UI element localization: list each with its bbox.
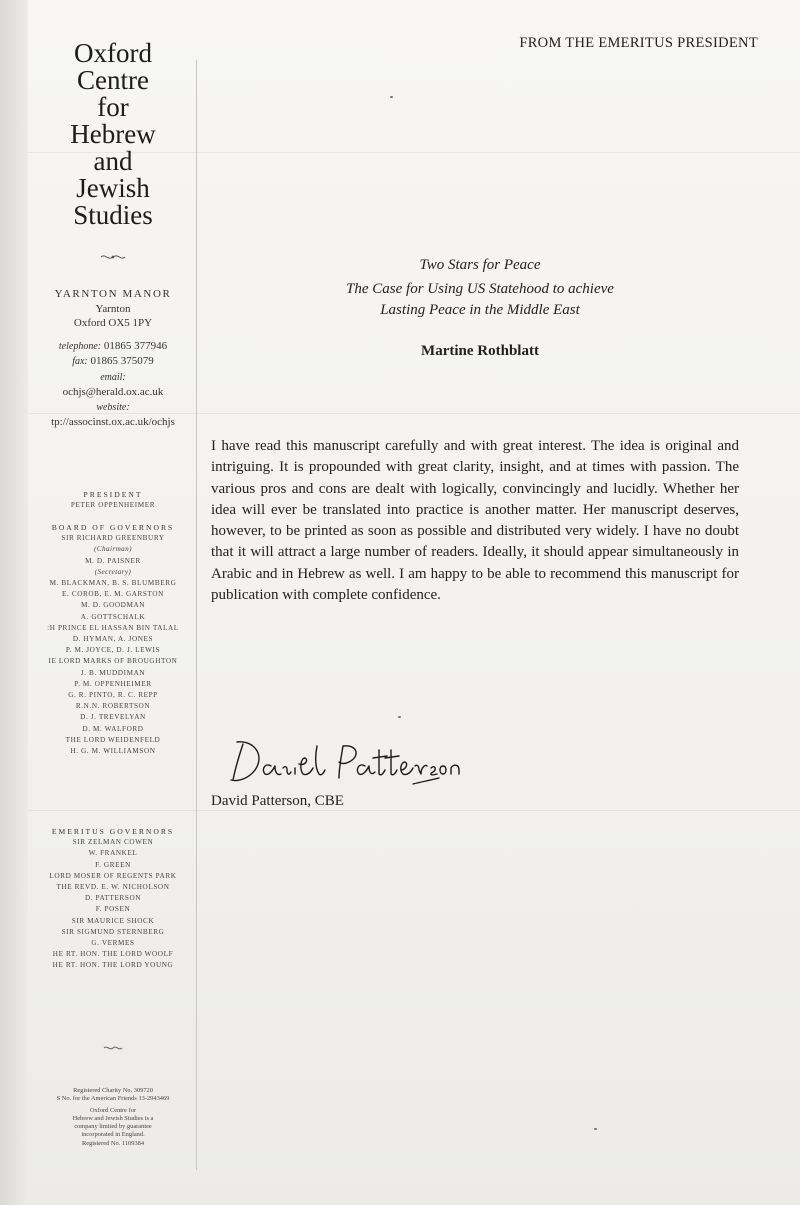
address-name: YARNTON MANOR xyxy=(54,288,172,300)
fax-number: 01865 375079 xyxy=(90,355,154,367)
website-address: tp://associnst.ox.ac.uk/ochjs xyxy=(51,416,175,428)
governor-name: M. D. GOODMAN xyxy=(80,601,146,610)
governor-name: E. COROB, E. M. GARSTON xyxy=(62,590,164,599)
emeritus-name: F. POSEN xyxy=(95,905,131,914)
address-block xyxy=(28,287,198,430)
book-subtitle-line: The Case for Using US Statehood to achieve xyxy=(346,281,614,297)
scan-speck xyxy=(390,96,393,98)
organisation-name xyxy=(28,40,198,229)
org-name-line: Oxford xyxy=(74,38,152,68)
footer-line: Registered No. 1109384 xyxy=(81,1139,145,1147)
emeritus-heading: EMERITUS GOVERNORS xyxy=(51,827,175,836)
handwritten-signature xyxy=(225,722,465,797)
governor-role: (Secretary) xyxy=(94,567,132,576)
president-heading: PRESIDENT xyxy=(83,490,143,499)
telephone-line xyxy=(28,339,198,355)
book-title-block xyxy=(210,255,750,362)
emeritus-name: HE RT. HON. THE LORD WOOLF xyxy=(52,950,174,959)
governor-name: R.N.N. ROBERTSON xyxy=(75,702,151,711)
telephone-number: 01865 377946 xyxy=(103,339,168,352)
charity-footer xyxy=(28,1087,198,1148)
governor-name: D. HYMAN, A. JONES xyxy=(72,635,154,644)
org-name-line: and xyxy=(93,146,133,176)
governor-name: G. R. PINTO, R. C. REPP xyxy=(68,691,158,700)
emeritus-name: HE RT. HON. THE LORD YOUNG xyxy=(52,961,174,970)
governor-name: M. BLACKMAN, B. S. BLUMBERG xyxy=(49,579,177,588)
emeritus-name: G. VERMES xyxy=(91,939,135,948)
emeritus-name: THE REVD. E. W. NICHOLSON xyxy=(56,883,170,892)
governor-name: A. GOTTSCHALK xyxy=(80,612,146,621)
footer-line: company limited by guarantee xyxy=(74,1123,152,1131)
governor-name: D. M. WALFORD xyxy=(82,724,144,733)
governor-name: P. M. OPPENHEIMER xyxy=(74,679,152,688)
emeritus-name: SIR MAURICE SHOCK xyxy=(71,916,155,925)
fax-label: fax: xyxy=(72,356,88,367)
flourish-ornament-icon xyxy=(28,252,198,265)
org-name-line: for xyxy=(97,92,129,122)
emeritus-governors xyxy=(28,826,198,972)
address-line: Oxford OX5 1PY xyxy=(73,317,153,329)
emeritus-name: LORD MOSER OF REGENTS PARK xyxy=(49,871,177,880)
emeritus-name: W. FRANKEL xyxy=(88,849,138,858)
org-name-line: Hebrew xyxy=(70,119,156,149)
governor-name: H. G. M. WILLIAMSON xyxy=(70,747,156,756)
fold-line xyxy=(28,810,800,811)
governor-name: M. D. PAISNER xyxy=(85,556,141,565)
governor-name: SIR RICHARD GREENBURY xyxy=(61,534,165,543)
governor-name: :H PRINCE EL HASSAN BIN TALAL xyxy=(47,623,179,632)
footer-line: Hebrew and Jewish Studies is a xyxy=(72,1114,154,1122)
governor-name: D. J. TREVELYAN xyxy=(80,713,146,722)
governor-name: J. B. MUDDIMAN xyxy=(80,668,146,677)
footer-line: Oxford Centre for xyxy=(89,1106,137,1114)
book-title: Two Stars for Peace xyxy=(419,257,541,273)
governor-role: (Chairman) xyxy=(94,545,132,554)
letter-body: I have read this manuscript carefully and with great interest. The idea is original and intriguing. It is propounded with great clarity, insight, and at times with passion. The various pros and cons are dealt with logically, convincingly and lucidly. Whether her idea will ever be translated into practice is another matter. Her manuscript deserves, however, to be printed as soon as possible and distributed very widely. I have no doubt that it will attract a large number of readers. Ideally, it should appear simultaneously in Arabic and in Hebrew as well. I am happy to be able to recommend this manuscript for publication with complete confidence. xyxy=(211,438,739,604)
org-name-line: Studies xyxy=(73,200,153,230)
address-line: Yarnton xyxy=(95,302,131,315)
fax-line xyxy=(28,354,198,370)
website-label: website: xyxy=(96,401,130,413)
footer-line: Registered Charity No. 309720 xyxy=(73,1087,153,1094)
scan-speck xyxy=(594,1128,597,1130)
president-block xyxy=(28,489,198,511)
scan-speck xyxy=(398,716,401,718)
governor-name: THE LORD WEIDENFELD xyxy=(65,735,161,744)
from-heading: FROM THE EMERITUS PRESIDENT xyxy=(519,35,758,51)
org-name-line: Centre xyxy=(77,65,149,95)
board-heading: BOARD OF GOVERNORS xyxy=(51,523,175,532)
emeritus-name: SIR SIGMUND STERNBERG xyxy=(61,927,165,936)
org-name-line: Jewish xyxy=(76,173,150,203)
book-author: Martine Rothblatt xyxy=(421,343,539,359)
emeritus-name: SIR ZELMAN COWEN xyxy=(72,838,154,847)
email-address: ochjs@herald.ox.ac.uk xyxy=(62,386,164,398)
flourish-ornament-icon xyxy=(28,1043,198,1055)
email-label: email: xyxy=(100,371,126,383)
signer-name: David Patterson, CBE xyxy=(211,793,344,809)
book-subtitle-line: Lasting Peace in the Middle East xyxy=(380,302,580,318)
footer-line: incorporated in England. xyxy=(81,1131,145,1139)
scan-margin xyxy=(0,0,28,1205)
emeritus-name: D. PATTERSON xyxy=(84,894,142,903)
governor-name: P. M. JOYCE, D. J. LEWIS xyxy=(65,646,161,655)
emeritus-name: F. GREEN xyxy=(95,860,131,869)
governor-name: IE LORD MARKS OF BROUGHTON xyxy=(48,657,178,666)
footer-line: S No. for the American Friends 13-2943469 xyxy=(56,1095,170,1103)
telephone-label: telephone: xyxy=(58,340,102,352)
board-of-governors xyxy=(28,522,198,757)
president-name: PETER OPPENHEIMER xyxy=(70,501,156,510)
